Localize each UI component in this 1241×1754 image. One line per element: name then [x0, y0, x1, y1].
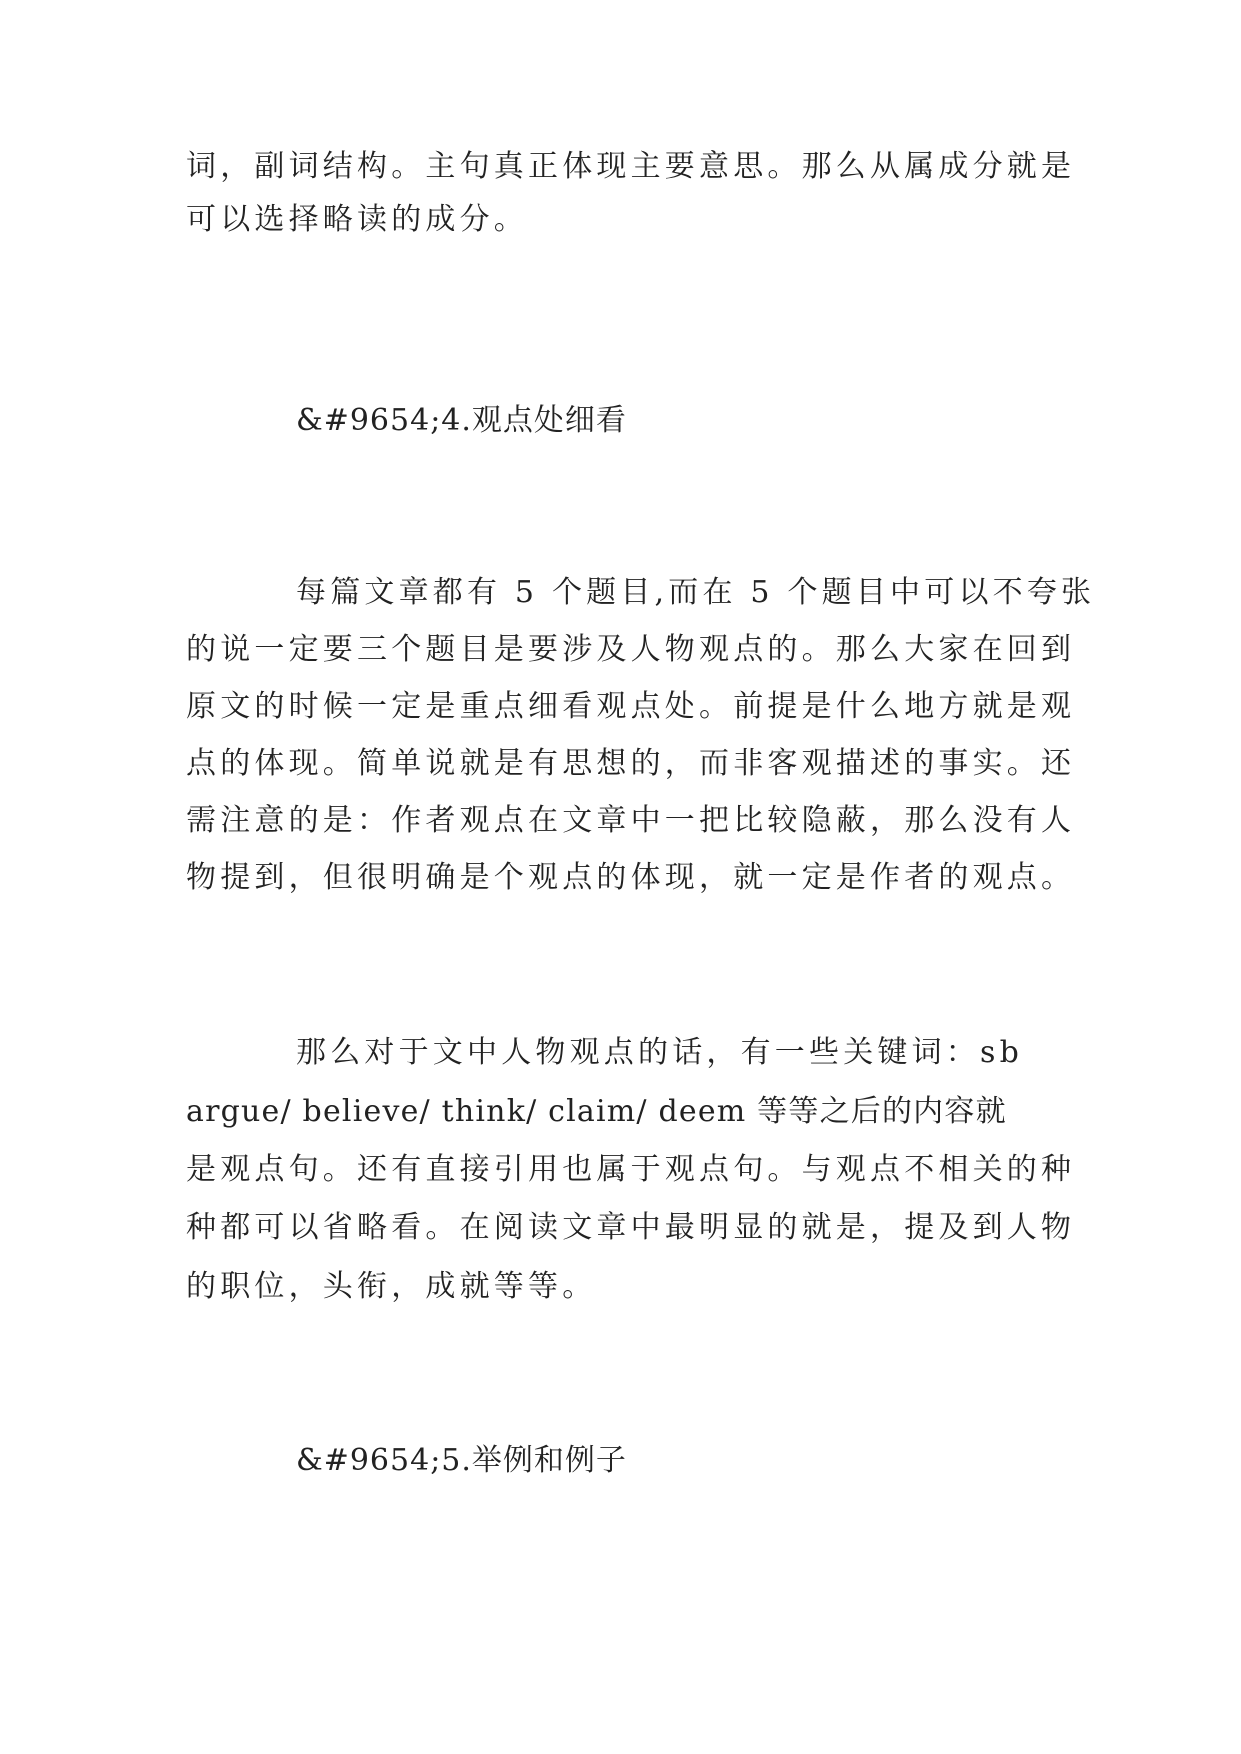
paragraph-keywords-line-3: 是观点句。还有直接引用也属于观点句。与观点不相关的种 — [186, 1152, 1076, 1187]
paragraph-opinion-line-5: 需注意的是：作者观点在文章中一把比较隐蔽，那么没有人 — [186, 803, 1076, 838]
paragraph-opinion-line-3: 原文的时候一定是重点细看观点处。前提是什么地方就是观 — [186, 689, 1076, 724]
paragraph-top-line-2: 可以选择略读的成分。 — [186, 202, 528, 237]
paragraph-keywords-line-1: 那么对于文中人物观点的话，有一些关键词：sb — [296, 1035, 1023, 1070]
paragraph-keywords-line-4: 种都可以省略看。在阅读文章中最明显的就是，提及到人物 — [186, 1210, 1076, 1245]
paragraph-opinion-line-2: 的说一定要三个题目是要涉及人物观点的。那么大家在回到 — [186, 632, 1076, 667]
paragraph-keywords-line-2: argue/ believe/ think/ claim/ deem 等等之后的内容就 — [186, 1094, 1007, 1129]
paragraph-opinion-line-6: 物提到，但很明确是个观点的体现，就一定是作者的观点。 — [186, 860, 1076, 895]
paragraph-opinion-line-1: 每篇文章都有 5 个题目,而在 5 个题目中可以不夸张 — [296, 575, 1096, 610]
section-heading-5: &#9654;5.举例和例子 — [296, 1443, 627, 1478]
section-heading-4: &#9654;4.观点处细看 — [296, 403, 627, 438]
paragraph-keywords-line-5: 的职位，头衔，成就等等。 — [186, 1269, 597, 1304]
paragraph-opinion-line-4: 点的体现。简单说就是有思想的，而非客观描述的事实。还 — [186, 746, 1076, 781]
paragraph-top-line-1: 词，副词结构。主句真正体现主要意思。那么从属成分就是 — [186, 149, 1076, 184]
